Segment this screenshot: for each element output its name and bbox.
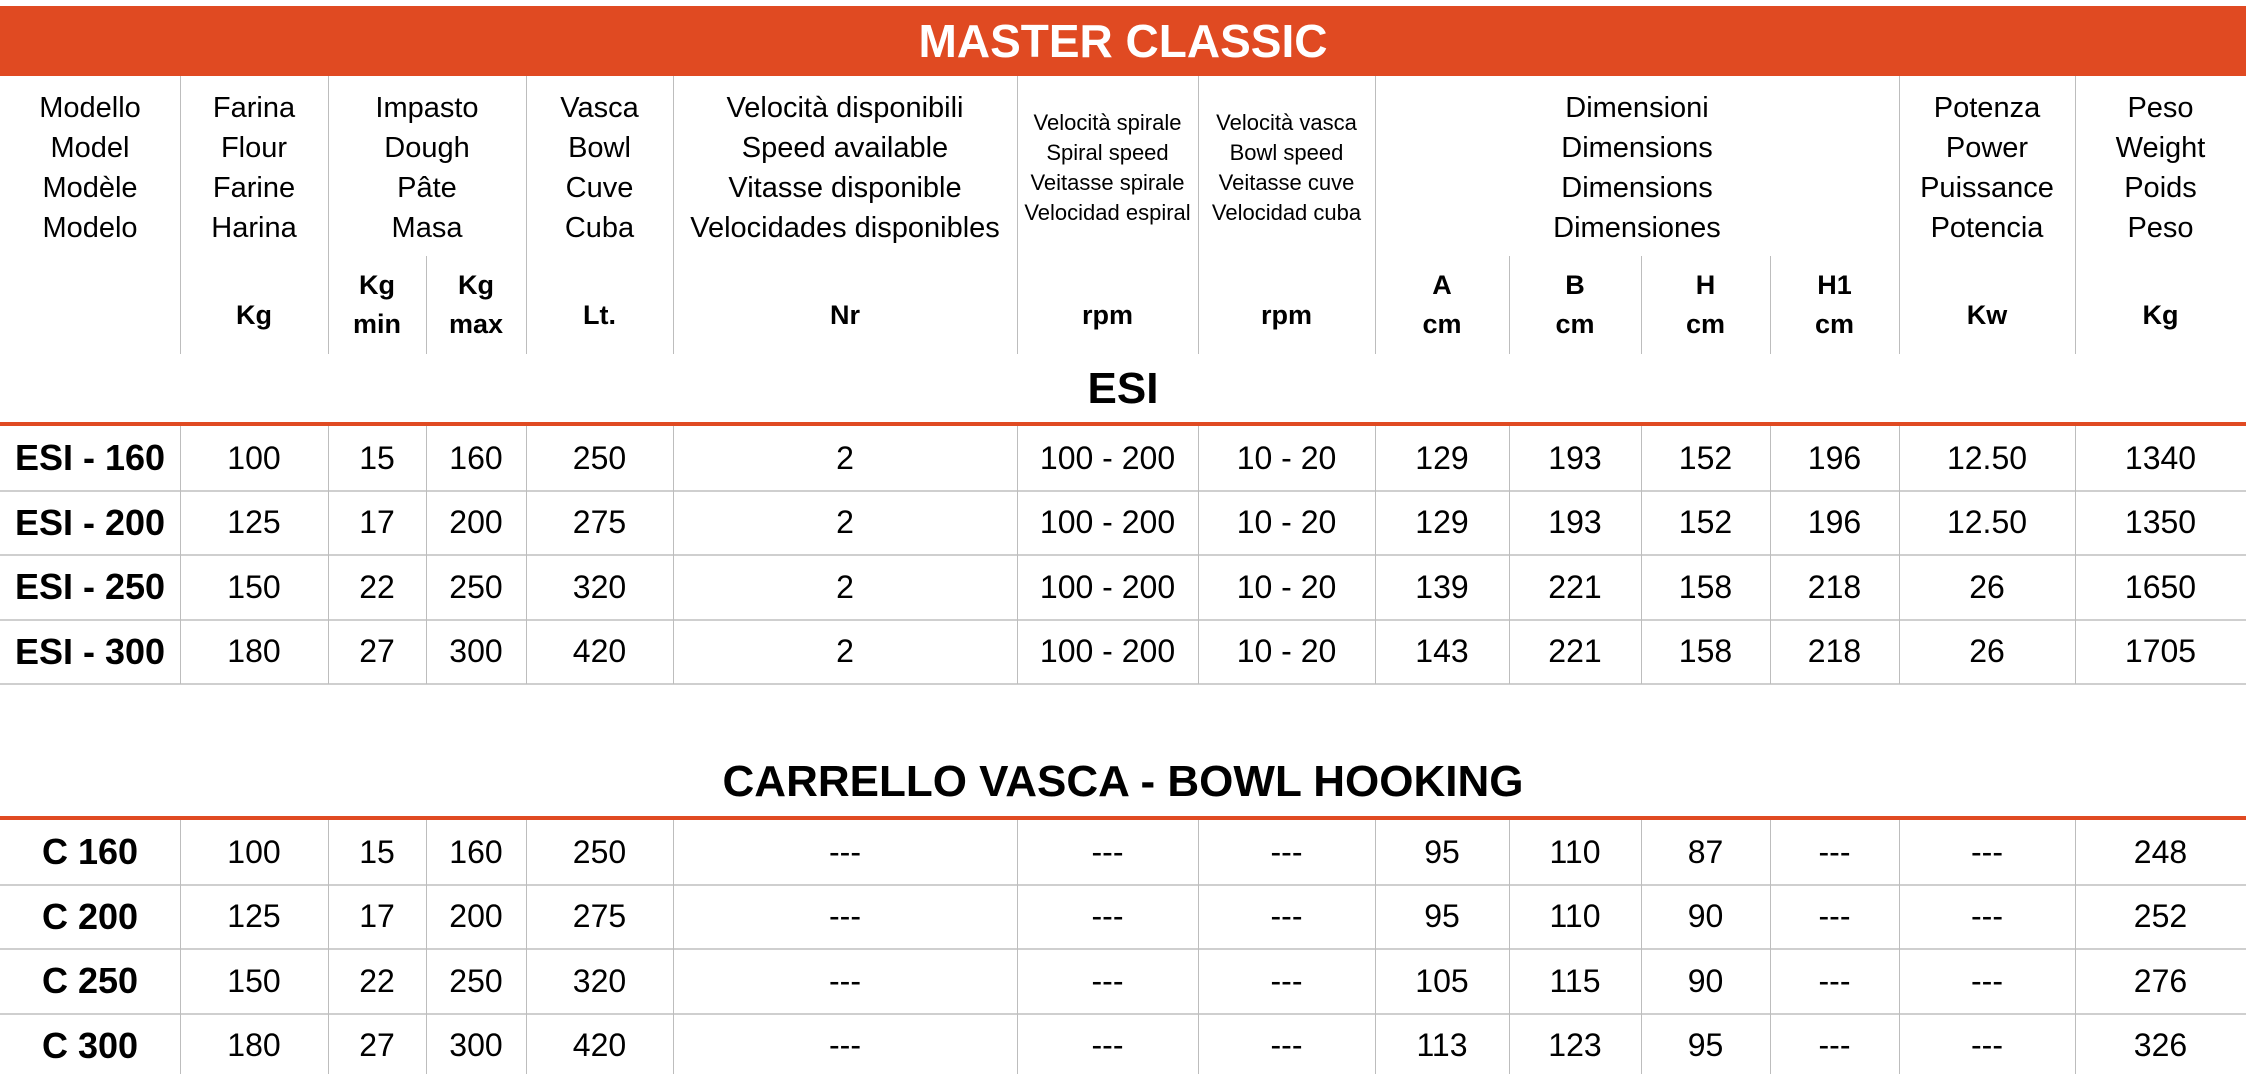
table-cell: 250 <box>526 426 673 491</box>
column-divider <box>673 76 674 354</box>
table-cell: 2 <box>673 620 1017 685</box>
column-divider <box>1017 820 1018 1074</box>
unit-label: Kg <box>359 266 395 305</box>
table-cell: 1350 <box>2075 491 2246 556</box>
table-cell: 100 - 200 <box>1017 620 1198 685</box>
unit-header <box>1375 256 1509 353</box>
table-cell: --- <box>1899 1014 2075 1078</box>
column-divider <box>328 426 329 684</box>
column-header-line: Velocità disponibili <box>727 88 964 128</box>
table-cell: 420 <box>526 1014 673 1078</box>
table-cell: 12.50 <box>1899 426 2075 491</box>
table-cell: --- <box>1899 820 2075 885</box>
table-cell: 221 <box>1509 620 1641 685</box>
column-divider <box>526 76 527 354</box>
column-divider <box>2075 76 2076 354</box>
column-divider <box>2075 820 2076 1074</box>
table-cell: 250 <box>426 949 526 1014</box>
unit-header <box>0 278 180 353</box>
column-divider <box>1375 426 1376 684</box>
column-divider <box>673 820 674 1074</box>
table-cell: 150 <box>180 949 328 1014</box>
table-cell: 139 <box>1375 555 1509 620</box>
table-cell: 100 - 200 <box>1017 555 1198 620</box>
column-header-line: Model <box>51 128 130 168</box>
column-header <box>0 80 180 255</box>
unit-header <box>1641 256 1770 353</box>
table-cell: 105 <box>1375 949 1509 1014</box>
table-cell: 320 <box>526 949 673 1014</box>
table-cell: 15 <box>328 426 426 491</box>
column-header-line: Modello <box>39 88 141 128</box>
table-cell: 326 <box>2075 1014 2246 1078</box>
unit-label: Kg <box>2143 296 2179 335</box>
table-cell: 180 <box>180 1014 328 1078</box>
table-cell: --- <box>1017 949 1198 1014</box>
column-divider <box>1899 426 1900 684</box>
unit-label: cm <box>1686 305 1725 344</box>
table-cell: 110 <box>1509 885 1641 950</box>
table-cell: 158 <box>1641 620 1770 685</box>
table-cell: 193 <box>1509 426 1641 491</box>
column-divider <box>426 426 427 684</box>
column-divider <box>1899 820 1900 1074</box>
column-divider <box>1509 426 1510 684</box>
column-header-line: Bowl speed <box>1230 138 1344 168</box>
column-header-line: Dimensioni <box>1565 88 1708 128</box>
table-cell: --- <box>1017 885 1198 950</box>
table-cell: 152 <box>1641 426 1770 491</box>
unit-label: cm <box>1422 305 1461 344</box>
table-cell: 125 <box>180 491 328 556</box>
table-cell: --- <box>1899 949 2075 1014</box>
table-cell: 158 <box>1641 555 1770 620</box>
unit-label: cm <box>1815 305 1854 344</box>
unit-label: B <box>1565 266 1585 305</box>
column-divider <box>1198 76 1199 354</box>
unit-header <box>1017 278 1198 353</box>
model-name: C 200 <box>0 885 180 950</box>
unit-label: Lt. <box>583 296 616 335</box>
column-header-line: Dough <box>384 128 469 168</box>
table-cell: --- <box>1017 1014 1198 1078</box>
column-header <box>1899 80 2075 255</box>
table-cell: 10 - 20 <box>1198 620 1375 685</box>
column-divider <box>1375 820 1376 1074</box>
column-header-line: Dimensions <box>1561 168 1713 208</box>
table-cell: 160 <box>426 426 526 491</box>
table-cell: 300 <box>426 620 526 685</box>
column-divider <box>1198 820 1199 1074</box>
table-cell: 100 <box>180 820 328 885</box>
model-name: ESI - 160 <box>0 426 180 491</box>
table-cell: 200 <box>426 491 526 556</box>
section-title: ESI <box>0 364 2246 414</box>
column-divider <box>426 820 427 1074</box>
unit-header <box>328 256 426 353</box>
table-cell: --- <box>673 820 1017 885</box>
unit-label: Kg <box>236 296 272 335</box>
column-header-line: Velocità vasca <box>1216 108 1357 138</box>
column-header-line: Flour <box>221 128 287 168</box>
table-cell: 252 <box>2075 885 2246 950</box>
column-header-line: Dimensions <box>1561 128 1713 168</box>
unit-header <box>426 256 526 353</box>
unit-header <box>180 278 328 353</box>
table-cell: --- <box>1198 820 1375 885</box>
column-divider <box>1509 256 1510 354</box>
column-header <box>1375 80 1899 255</box>
table-cell: 113 <box>1375 1014 1509 1078</box>
column-header <box>328 80 526 255</box>
column-header-line: Spiral speed <box>1046 138 1168 168</box>
table-cell: 221 <box>1509 555 1641 620</box>
column-header <box>2075 80 2246 255</box>
unit-label: min <box>353 305 401 344</box>
table-cell: 275 <box>526 885 673 950</box>
unit-label: A <box>1432 266 1452 305</box>
column-header-line: Cuve <box>566 168 634 208</box>
column-divider <box>1509 820 1510 1074</box>
table-cell: 10 - 20 <box>1198 491 1375 556</box>
column-divider <box>1017 426 1018 684</box>
column-header-line: Modelo <box>42 208 137 248</box>
column-divider <box>1770 820 1771 1074</box>
table-cell: 2 <box>673 426 1017 491</box>
column-divider <box>426 256 427 354</box>
table-cell: 87 <box>1641 820 1770 885</box>
table-cell: 17 <box>328 491 426 556</box>
table-cell: 152 <box>1641 491 1770 556</box>
table-cell: 27 <box>328 620 426 685</box>
column-header-line: Velocidad espiral <box>1024 198 1190 228</box>
table-cell: 196 <box>1770 491 1899 556</box>
table-cell: 143 <box>1375 620 1509 685</box>
table-cell: 2 <box>673 491 1017 556</box>
column-header-line: Velocidad cuba <box>1212 198 1361 228</box>
table-cell: --- <box>1198 1014 1375 1078</box>
column-divider <box>1899 76 1900 354</box>
table-cell: --- <box>673 949 1017 1014</box>
table-cell: --- <box>1770 1014 1899 1078</box>
table-cell: 248 <box>2075 820 2246 885</box>
unit-header <box>1509 256 1641 353</box>
unit-header <box>673 278 1017 353</box>
column-header <box>180 80 328 255</box>
unit-label: Kw <box>1967 296 2008 335</box>
table-cell: --- <box>1770 949 1899 1014</box>
table-cell: 100 <box>180 426 328 491</box>
column-header <box>673 80 1017 255</box>
column-header-line: Impasto <box>375 88 478 128</box>
table-cell: 22 <box>328 949 426 1014</box>
column-divider <box>180 426 181 684</box>
table-cell: 218 <box>1770 620 1899 685</box>
unit-header <box>526 278 673 353</box>
table-cell: 22 <box>328 555 426 620</box>
unit-header <box>1770 256 1899 353</box>
table-cell: 180 <box>180 620 328 685</box>
table-cell: 100 - 200 <box>1017 491 1198 556</box>
column-header-line: Power <box>1946 128 2028 168</box>
table-cell: --- <box>1017 820 1198 885</box>
column-header <box>1198 80 1375 255</box>
column-header-line: Potencia <box>1931 208 2044 248</box>
column-header-line: Pâte <box>397 168 457 208</box>
column-divider <box>328 76 329 354</box>
table-cell: 27 <box>328 1014 426 1078</box>
table-cell: 17 <box>328 885 426 950</box>
table-cell: 300 <box>426 1014 526 1078</box>
column-header-line: Veitasse cuve <box>1219 168 1355 198</box>
table-cell: 196 <box>1770 426 1899 491</box>
column-header-line: Weight <box>2116 128 2206 168</box>
page-title: MASTER CLASSIC <box>0 6 2246 76</box>
table-cell: 26 <box>1899 620 2075 685</box>
table-cell: 100 - 200 <box>1017 426 1198 491</box>
model-name: C 160 <box>0 820 180 885</box>
column-header-line: Masa <box>392 208 463 248</box>
column-header-line: Speed available <box>742 128 948 168</box>
model-name: ESI - 200 <box>0 491 180 556</box>
table-cell: 250 <box>526 820 673 885</box>
table-cell: 276 <box>2075 949 2246 1014</box>
unit-header <box>1899 278 2075 353</box>
unit-label: max <box>449 305 503 344</box>
column-divider <box>180 820 181 1074</box>
column-header-line: Farina <box>213 88 295 128</box>
column-header-line: Potenza <box>1934 88 2040 128</box>
table-cell: 10 - 20 <box>1198 426 1375 491</box>
column-header-line: Poids <box>2124 168 2197 208</box>
column-divider <box>673 426 674 684</box>
column-header-line: Dimensiones <box>1553 208 1721 248</box>
table-cell: 115 <box>1509 949 1641 1014</box>
table-cell: 275 <box>526 491 673 556</box>
column-header-line: Veitasse spirale <box>1030 168 1184 198</box>
table-cell: 1650 <box>2075 555 2246 620</box>
table-cell: 250 <box>426 555 526 620</box>
table-cell: 2 <box>673 555 1017 620</box>
column-header-line: Vitasse disponible <box>728 168 961 208</box>
column-divider <box>526 820 527 1074</box>
column-header-line: Modèle <box>42 168 137 208</box>
column-header-line: Cuba <box>565 208 634 248</box>
unit-label: Nr <box>830 296 860 335</box>
table-cell: 15 <box>328 820 426 885</box>
table-cell: --- <box>673 1014 1017 1078</box>
unit-label: Kg <box>458 266 494 305</box>
unit-header <box>1198 278 1375 353</box>
unit-header <box>2075 278 2246 353</box>
table-cell: 1705 <box>2075 620 2246 685</box>
table-cell: --- <box>673 885 1017 950</box>
unit-label: rpm <box>1261 296 1312 335</box>
column-header-line: Velocidades disponibles <box>690 208 1000 248</box>
column-divider <box>1375 76 1376 354</box>
table-cell: 193 <box>1509 491 1641 556</box>
unit-label: H1 <box>1817 266 1852 305</box>
table-cell: 90 <box>1641 885 1770 950</box>
column-divider <box>2075 426 2076 684</box>
unit-label: H <box>1696 266 1716 305</box>
column-header-line: Bowl <box>568 128 631 168</box>
column-header-line: Peso <box>2127 88 2193 128</box>
table-cell: 95 <box>1375 820 1509 885</box>
table-cell: 1340 <box>2075 426 2246 491</box>
column-divider <box>180 76 181 354</box>
table-cell: 125 <box>180 885 328 950</box>
column-header-line: Harina <box>211 208 296 248</box>
column-divider <box>1641 820 1642 1074</box>
table-cell: 10 - 20 <box>1198 555 1375 620</box>
table-cell: 160 <box>426 820 526 885</box>
column-header-line: Puissance <box>1920 168 2054 208</box>
row-divider <box>0 683 2246 685</box>
column-header-line: Peso <box>2127 208 2193 248</box>
table-cell: 200 <box>426 885 526 950</box>
table-cell: 218 <box>1770 555 1899 620</box>
model-name: C 250 <box>0 949 180 1014</box>
table-cell: 95 <box>1641 1014 1770 1078</box>
unit-label: cm <box>1555 305 1594 344</box>
column-divider <box>328 820 329 1074</box>
column-header <box>526 80 673 255</box>
column-header-line: Farine <box>213 168 295 208</box>
column-header-line: Vasca <box>560 88 638 128</box>
table-cell: 26 <box>1899 555 2075 620</box>
table-cell: --- <box>1198 885 1375 950</box>
table-cell: 110 <box>1509 820 1641 885</box>
column-header-line: Velocità spirale <box>1034 108 1182 138</box>
column-divider <box>1198 426 1199 684</box>
column-divider <box>1641 256 1642 354</box>
table-cell: 12.50 <box>1899 491 2075 556</box>
model-name: C 300 <box>0 1014 180 1078</box>
unit-label: rpm <box>1082 296 1133 335</box>
table-cell: --- <box>1198 949 1375 1014</box>
table-cell: 129 <box>1375 426 1509 491</box>
model-name: ESI - 300 <box>0 620 180 685</box>
table-cell: --- <box>1899 885 2075 950</box>
table-cell: 320 <box>526 555 673 620</box>
table-cell: --- <box>1770 885 1899 950</box>
column-divider <box>1017 76 1018 354</box>
table-cell: --- <box>1770 820 1899 885</box>
table-cell: 420 <box>526 620 673 685</box>
column-header <box>1017 80 1198 255</box>
column-divider <box>526 426 527 684</box>
column-divider <box>1770 426 1771 684</box>
model-name: ESI - 250 <box>0 555 180 620</box>
table-cell: 129 <box>1375 491 1509 556</box>
column-divider <box>1641 426 1642 684</box>
table-cell: 90 <box>1641 949 1770 1014</box>
column-divider <box>1770 256 1771 354</box>
table-cell: 95 <box>1375 885 1509 950</box>
section-title: CARRELLO VASCA - BOWL HOOKING <box>0 757 2246 807</box>
table-cell: 150 <box>180 555 328 620</box>
table-cell: 123 <box>1509 1014 1641 1078</box>
